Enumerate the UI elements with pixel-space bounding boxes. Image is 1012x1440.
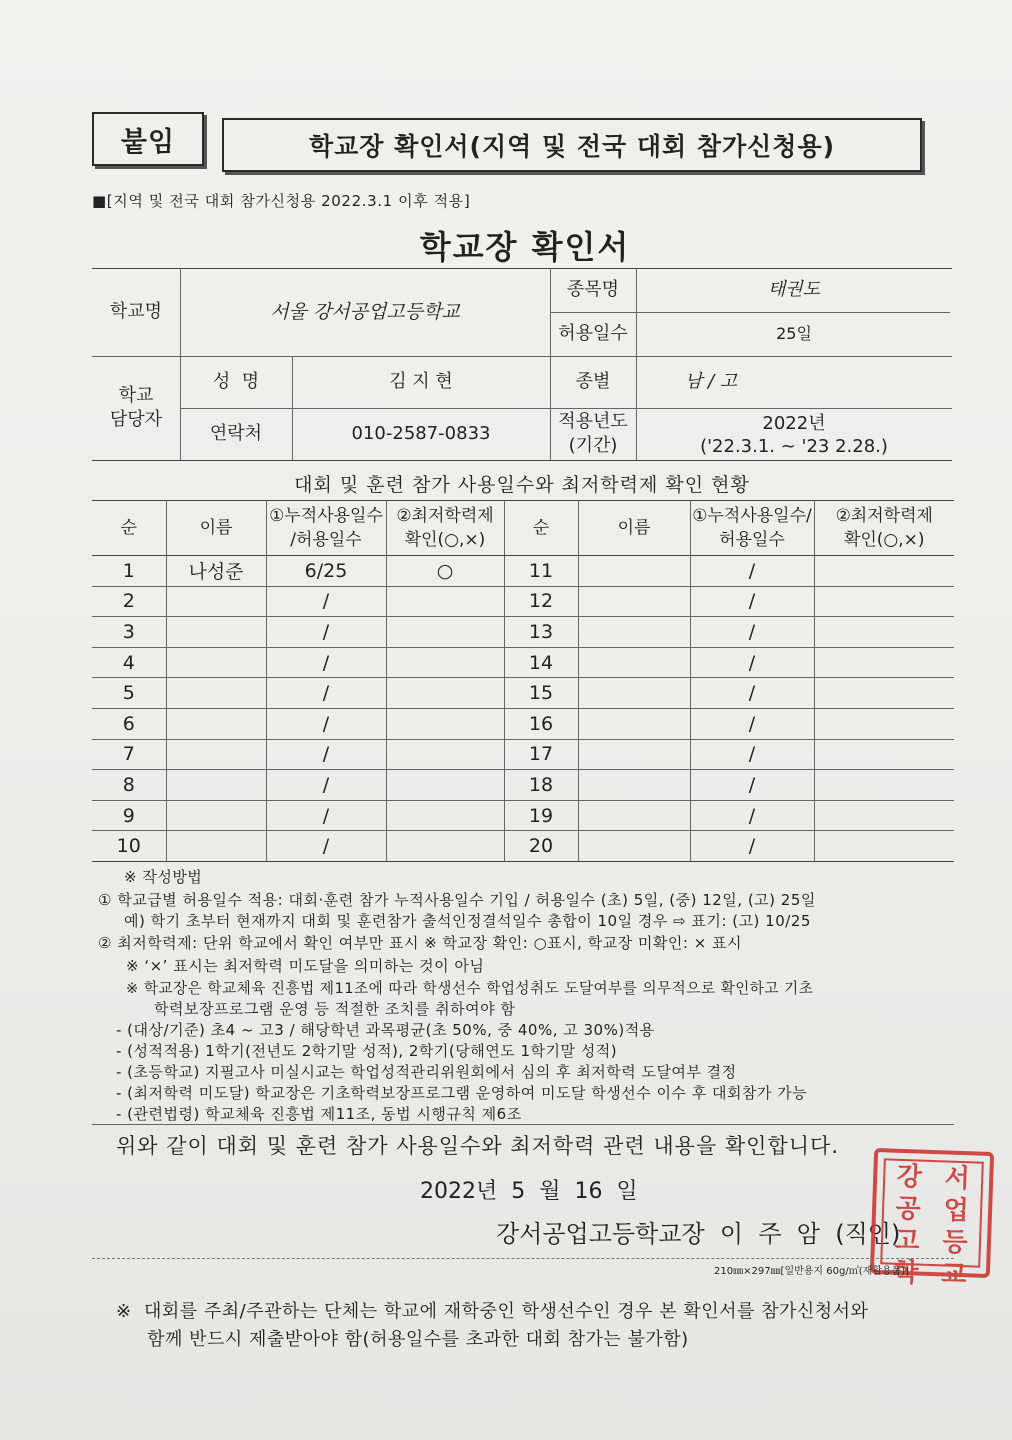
row-days: / xyxy=(266,586,386,617)
note-line: 학력보장프로그램 운영 등 적절한 조치를 취하여야 함 xyxy=(154,1000,516,1018)
table-row xyxy=(92,831,954,862)
row-days: / xyxy=(690,831,814,862)
row-number: 10 xyxy=(92,831,166,862)
row-check xyxy=(386,647,504,678)
header-title: 학교장 확인서(지역 및 전국 대회 참가신청용) xyxy=(222,118,922,172)
row-days: / xyxy=(690,800,814,831)
allowed-days-value: 25일 xyxy=(776,324,812,343)
row-days: / xyxy=(266,617,386,648)
row-name xyxy=(166,831,266,862)
row-name xyxy=(166,586,266,617)
name-label: 성 명 xyxy=(212,371,260,392)
row-number: 1 xyxy=(92,556,166,587)
row-name xyxy=(578,739,690,770)
row-check xyxy=(386,678,504,709)
row-days: / xyxy=(690,739,814,770)
table-row xyxy=(92,617,954,648)
row-days: / xyxy=(690,678,814,709)
school-label: 학교명 xyxy=(109,301,163,322)
level-label: 종별 xyxy=(575,371,611,392)
row-number: 11 xyxy=(504,556,578,587)
row-name xyxy=(578,708,690,739)
contact-value: 010-2587-0833 xyxy=(351,423,491,444)
note-line: ② 최저학력제: 단위 학교에서 확인 여부만 표시 ※ 학교장 확인: ○표시, 학교장 미확인: × 표시 xyxy=(98,934,743,952)
row-number: 3 xyxy=(92,617,166,648)
allowed-days-label: 허용일수 xyxy=(558,323,628,344)
footer-note: ※ 대회를 주최/주관하는 단체는 학교에 재학중인 학생선수인 경우 본 확인서를 참가신청서와 함께 반드시 제출받아야 함(허용일수를 초과한 대회 참가는 불가함) xyxy=(116,1301,869,1350)
signer: 강서공업고등학교장 이 주 암 (직인) xyxy=(496,1220,901,1248)
row-check xyxy=(386,617,504,648)
table-title: 대회 및 훈련 참가 사용일수와 최저학력제 확인 현황 xyxy=(294,474,750,496)
row-number: 6 xyxy=(92,708,166,739)
row-name xyxy=(578,678,690,709)
note-line: ① 학교급별 허용일수 적용: 대회·훈련 참가 누적사용일수 기입 / 허용일수 (초) 5일, (중) 12일, (고) 25일 xyxy=(98,891,816,909)
school-name: 서울 강서공업고등학교 xyxy=(270,301,460,323)
signature-rule xyxy=(92,1258,954,1259)
row-check xyxy=(814,831,954,862)
seal-character: 공 xyxy=(895,1193,922,1225)
row-check xyxy=(814,617,954,648)
participation-table xyxy=(92,500,954,862)
table-header-row xyxy=(92,501,954,556)
col-days: ①누적사용일수/ 허용일수 xyxy=(690,501,814,556)
seal-character: 업 xyxy=(942,1195,970,1227)
row-days: / xyxy=(266,831,386,862)
row-days: / xyxy=(266,708,386,739)
col-days: ①누적사용일수 /허용일수 xyxy=(266,501,386,556)
year: 2022년 xyxy=(762,413,826,434)
row-name xyxy=(166,647,266,678)
note-line: - (대상/기준) 초4 ~ 고3 / 해당학년 과목평균(초 50%, 중 40%, 고 30%)적용 xyxy=(116,1021,655,1039)
row-days: / xyxy=(690,708,814,739)
table-row xyxy=(92,708,954,739)
row-check xyxy=(814,708,954,739)
col-check: ②최저학력제 확인(○,×) xyxy=(386,501,504,556)
row-days: 6/25 xyxy=(266,556,386,587)
row-check xyxy=(814,647,954,678)
row-check xyxy=(814,739,954,770)
seal-character: 서 xyxy=(944,1163,971,1195)
attachment-label: 붙임 xyxy=(92,112,204,166)
table-row xyxy=(92,647,954,678)
note-line: 예) 학기 초부터 현재까지 대회 및 훈련참가 출석인정결석일수 총합이 10일 경우 ⇨ 표기: (고) 10/25 xyxy=(124,912,811,930)
note-line: ※ 학교장은 학교체육 진흥법 제11조에 따라 학생선수 학업성취도 도달여부를 의무적으로 확인하고 기초 xyxy=(126,980,814,997)
confirm-date: 2022년 5 월 16 일 xyxy=(420,1179,638,1204)
row-days: / xyxy=(690,617,814,648)
col-check: ②최저학력제 확인(○,×) xyxy=(814,501,954,556)
row-name xyxy=(166,739,266,770)
row-name xyxy=(166,800,266,831)
row-number: 7 xyxy=(92,739,166,770)
row-name xyxy=(166,770,266,801)
note-line: - (성적적용) 1학기(전년도 2학기말 성적), 2학기(당해연도 1학기말 성적) xyxy=(116,1042,618,1060)
seal-character: 등 xyxy=(941,1227,969,1259)
col-name: 이름 xyxy=(578,501,690,556)
subheader: ■[지역 및 전국 대회 참가신청용 2022.3.1 이후 적용] xyxy=(92,192,471,210)
row-number: 17 xyxy=(504,739,578,770)
row-number: 12 xyxy=(504,586,578,617)
note-line: ※ 작성방법 xyxy=(124,868,203,886)
table-row xyxy=(92,556,954,587)
row-name xyxy=(166,708,266,739)
table-row xyxy=(92,586,954,617)
row-check xyxy=(386,770,504,801)
row-number: 18 xyxy=(504,770,578,801)
notes-bottom-rule xyxy=(92,1124,954,1125)
row-check xyxy=(386,800,504,831)
seal-character: 고 xyxy=(893,1225,921,1257)
table-row xyxy=(92,678,954,709)
note-line: ※ ‘×’ 표시는 최저학력 미도달을 의미하는 것이 아님 xyxy=(126,957,485,975)
row-number: 20 xyxy=(504,831,578,862)
row-name xyxy=(578,647,690,678)
row-name xyxy=(166,678,266,709)
row-days: / xyxy=(690,586,814,617)
note-line: - (최저학력 미도달) 학교장은 기초학력보장프로그램 운영하여 미도달 학생선수 이수 후 대회참가 가능 xyxy=(116,1084,808,1102)
row-name xyxy=(578,831,690,862)
row-number: 4 xyxy=(92,647,166,678)
row-check xyxy=(814,586,954,617)
info-bottom-rule xyxy=(92,460,952,461)
row-check xyxy=(386,831,504,862)
row-days: / xyxy=(690,556,814,587)
table-row xyxy=(92,739,954,770)
row-number: 9 xyxy=(92,800,166,831)
row-name xyxy=(578,556,690,587)
row-name xyxy=(578,800,690,831)
row-number: 14 xyxy=(504,647,578,678)
row-name xyxy=(578,617,690,648)
row-days: / xyxy=(266,800,386,831)
row-check: ○ xyxy=(386,556,504,587)
seal-character: 교 xyxy=(940,1259,967,1291)
seal-character: 학 xyxy=(892,1257,919,1289)
seal-character: 강 xyxy=(896,1161,923,1193)
sport-value: 태권도 xyxy=(767,279,821,300)
row-days: / xyxy=(690,647,814,678)
row-number: 16 xyxy=(504,708,578,739)
row-days: / xyxy=(266,739,386,770)
row-number: 15 xyxy=(504,678,578,709)
row-check xyxy=(386,586,504,617)
document-title: 학교장 확인서 xyxy=(419,228,631,266)
row-name xyxy=(578,770,690,801)
row-check xyxy=(814,678,954,709)
year-label: 적용년도 (기간) xyxy=(558,411,628,456)
manager-label: 학교 담당자 xyxy=(109,385,163,430)
row-name xyxy=(166,617,266,648)
period: ('22.3.1. ~ '23 2.28.) xyxy=(700,436,888,457)
contact-label: 연락처 xyxy=(209,423,263,444)
row-check xyxy=(386,739,504,770)
name-value: 김 지 현 xyxy=(389,371,453,392)
level-value: 남 / 고 xyxy=(684,371,738,392)
row-check xyxy=(814,800,954,831)
col-no: 순 xyxy=(92,501,166,556)
row-number: 5 xyxy=(92,678,166,709)
row-days: / xyxy=(266,678,386,709)
table-row xyxy=(92,770,954,801)
row-number: 8 xyxy=(92,770,166,801)
note-line: - (관련법령) 학교체육 진흥법 제11조, 동법 시행규칙 제6조 xyxy=(116,1105,522,1123)
row-name: 나성준 xyxy=(166,556,266,587)
year-value xyxy=(636,412,952,458)
table-row xyxy=(92,800,954,831)
confirm-text: 위와 같이 대회 및 훈련 참가 사용일수와 최저학력 관련 내용을 확인합니다. xyxy=(116,1134,840,1158)
row-number: 13 xyxy=(504,617,578,648)
row-days: / xyxy=(266,647,386,678)
row-number: 2 xyxy=(92,586,166,617)
sport-label: 종목명 xyxy=(566,279,620,300)
row-check xyxy=(814,556,954,587)
row-days: / xyxy=(266,770,386,801)
row-days: / xyxy=(690,770,814,801)
row-check xyxy=(386,708,504,739)
row-number: 19 xyxy=(504,800,578,831)
paper-spec: 210㎜×297㎜[일반용지 60g/㎡(재활용품)] xyxy=(714,1266,910,1277)
note-line: - (초등학교) 지필고사 미실시교는 학업성적관리위원회에서 심의 후 최저학력 도달여부 결정 xyxy=(116,1063,737,1081)
row-check xyxy=(814,770,954,801)
col-no: 순 xyxy=(504,501,578,556)
col-name: 이름 xyxy=(166,501,266,556)
row-name xyxy=(578,586,690,617)
